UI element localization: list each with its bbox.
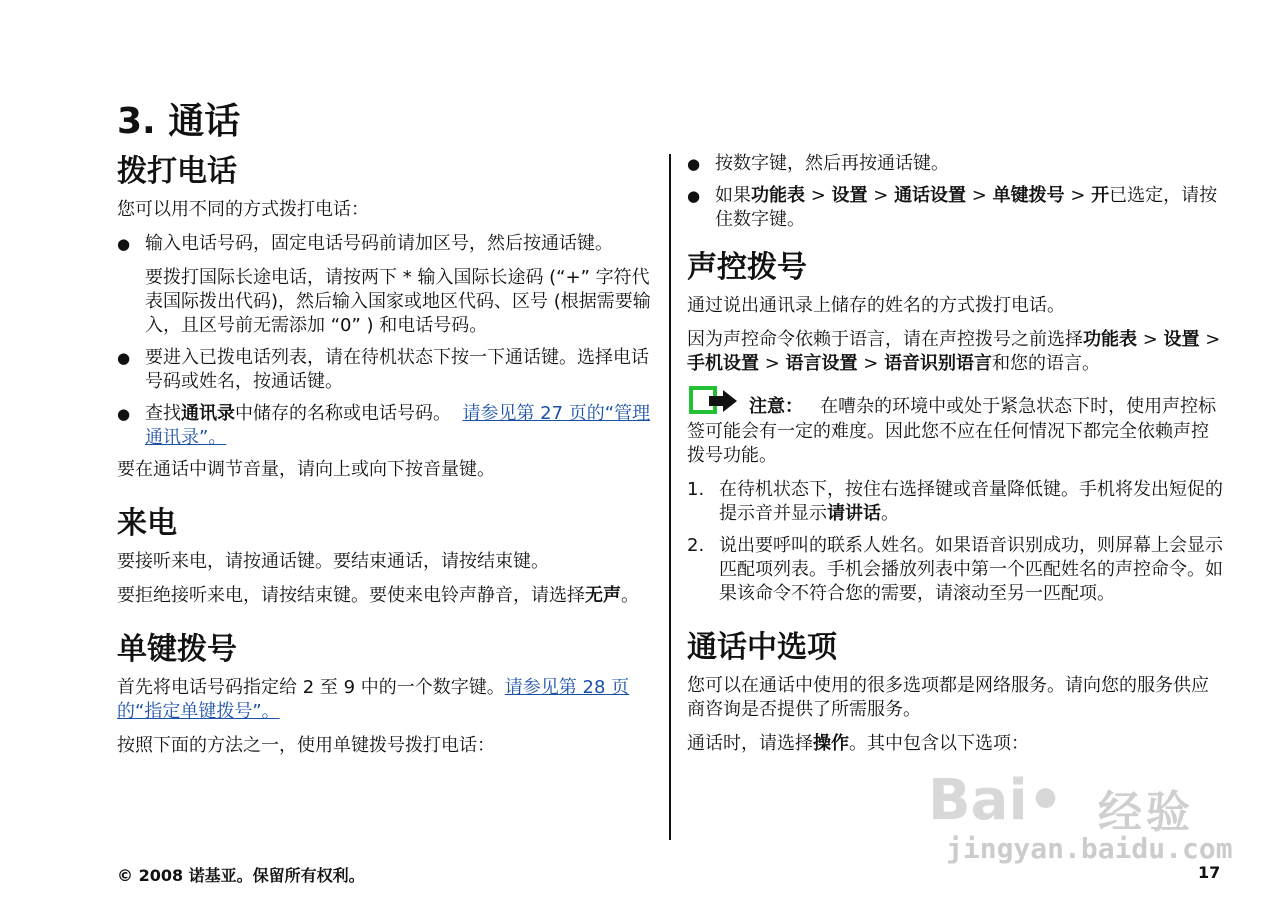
watermark-brand: 经验 [1098, 787, 1194, 838]
note-block [687, 386, 1225, 468]
voice-language-post: 和您的语言。 [992, 353, 1101, 374]
column-divider [669, 154, 671, 840]
reject-text [117, 584, 657, 608]
note-text: 在嘈杂的环境中或处于紧急状态下时，使用声控标签可能会有一定的难度。因此您不应在任何情况下都完全依赖声控拨号功能。 [687, 396, 1217, 466]
step-number: 2. [687, 535, 705, 556]
speed-dial-assign-pre: 首先将电话号码指定给 2 至 9 中的一个数字键。 [117, 677, 505, 698]
note-arrow-icon [687, 386, 747, 420]
left-column [117, 152, 657, 768]
section-voice-dial [687, 248, 1225, 606]
silence-term: 无声 [585, 585, 621, 606]
section-in-call-options [687, 628, 1225, 756]
bullet-text-pre: 如果 [715, 185, 751, 206]
watermark-logo-icon: Bai• [928, 768, 1064, 833]
step-text-pre: 在待机状态下，按住右选择键或音量降低键。手机将发出短促的提示音并显示 [719, 479, 1223, 524]
menu-path-item: 设置 [831, 185, 868, 206]
menu-path-separator: > [966, 185, 993, 206]
menu-path-item: 语音识别语言 [884, 353, 993, 374]
menu-path-separator: > [759, 353, 786, 374]
bullet-text: ● 输入电话号码，固定电话号码前请加区号，然后按通话键。 [145, 233, 613, 254]
baidu-jingyan-watermark [928, 760, 1233, 880]
reject-text-post: 。 [621, 585, 639, 606]
section-speed-dial [117, 630, 657, 758]
speak-now-term: 请讲话 [827, 503, 881, 524]
voice-dial-steps [687, 478, 1225, 606]
right-column [687, 152, 1225, 766]
menu-path-item: 开 [1091, 185, 1110, 206]
list-item [687, 152, 1225, 176]
menu-path-separator: > [805, 185, 832, 206]
menu-path-separator: > [1137, 329, 1164, 350]
list-item [687, 478, 1225, 526]
heading-in-call-options: 通话中选项 [687, 630, 837, 665]
bullet-text: 按数字键，然后再按通话键。 [715, 153, 949, 174]
make-call-list [117, 232, 657, 450]
menu-path-item: 单键拨号 [992, 185, 1065, 206]
menu-path-item: 手机设置 [687, 353, 759, 374]
speed-dial-methods-list [687, 152, 1225, 232]
note-label: 注意： [749, 396, 803, 417]
section-make-call [117, 152, 657, 482]
international-call-text: 要拨打国际长途电话，请按两下 * 输入国际长途码 (“+” 字符代表国际拨出代码)，然后输入国家或地区代码、区号 (根据需要输入，且区号前无需添加 “0” ) 和电话号码。 [145, 267, 651, 336]
list-item [687, 184, 1225, 232]
reject-text-pre: 要拒绝接听来电，请按结束键。要使来电铃声静音，请选择 [117, 585, 585, 606]
heading-incoming-call: 来电 [117, 506, 177, 541]
menu-path-separator: > [867, 185, 895, 206]
chapter-title: 3. 通话 [117, 101, 241, 142]
footer-copyright: © 2008 诺基亚。保留所有权利。 [117, 866, 365, 885]
menu-path-item: 设置 [1163, 329, 1200, 350]
list-item [117, 346, 657, 394]
bullet-text-pre: 查找 [145, 403, 181, 424]
list-item [117, 402, 657, 450]
volume-text: 要在通话中调节音量，请向上或向下按音量键。 [117, 459, 495, 480]
heading-speed-dial: 单键拨号 [117, 632, 237, 667]
network-services-text: 您可以在通话中使用的很多选项都是网络服务。请向您的服务供应商咨询是否提供了所需服务。 [687, 675, 1209, 720]
bullet-text-post: 中储存的名称或电话号码。 [235, 403, 451, 424]
options-term: 操作 [813, 733, 849, 754]
footer-page-number: 17 [1198, 863, 1221, 882]
heading-make-call: 拨打电话 [117, 154, 237, 189]
speed-dial-page-link[interactable]: 请参见第 28 页的“指定单键拨号”。 [117, 677, 630, 722]
menu-path-separator: > [857, 353, 885, 374]
step-number: 1. [687, 479, 705, 500]
section-incoming-call [117, 504, 657, 608]
step-text: 说出要呼叫的联系人姓名。如果语音识别成功，则屏幕上会显示匹配项列表。手机会播放列表中第一个匹配姓名的声控命令。如果该命令不符合您的需要，请滚动至另一匹配项。 [719, 535, 1223, 604]
list-item [117, 232, 657, 338]
voice-language-text [687, 328, 1225, 376]
heading-voice-dial: 声控拨号 [687, 250, 807, 285]
menu-path-item: 功能表 [1083, 329, 1137, 350]
contacts-page-link[interactable]: 请参见第 27 页的“管理通讯录”。 [145, 403, 651, 448]
voice-language-pre: 因为声控命令依赖于语言，请在声控拨号之前选择 [687, 329, 1083, 350]
options-text-pre: 通话时，请选择 [687, 733, 813, 754]
speed-dial-assign-text [117, 676, 657, 724]
options-text-post: 。其中包含以下选项： [849, 733, 1029, 754]
menu-path-item: 语言设置 [785, 353, 858, 374]
bullet-text: 要进入已拨电话列表，请在待机状态下按一下通话键。选择电话号码或姓名，按通话键。 [145, 347, 649, 392]
answer-text: 要接听来电，请按通话键。要结束通话，请按结束键。 [117, 551, 549, 572]
menu-path-item: 通话设置 [894, 185, 967, 206]
list-item [687, 534, 1225, 606]
speed-dial-methods-text: 按照下面的方法之一，使用单键拨号拨打电话： [117, 735, 495, 756]
make-call-intro: 您可以用不同的方式拨打电话： [117, 199, 369, 220]
options-text [687, 732, 1225, 756]
contacts-term: 通讯录 [181, 403, 235, 424]
menu-path-separator: > [1199, 329, 1221, 350]
menu-path-separator: > [1064, 185, 1092, 206]
step-text-post: 。 [881, 503, 899, 524]
bullet-text-post: 已选定，请按住数字键。 [715, 185, 1218, 230]
voice-dial-intro: 通过说出通讯录上储存的姓名的方式拨打电话。 [687, 295, 1065, 316]
menu-path-item: 功能表 [751, 185, 805, 206]
watermark-url: jingyan.baidu.com [946, 832, 1233, 865]
